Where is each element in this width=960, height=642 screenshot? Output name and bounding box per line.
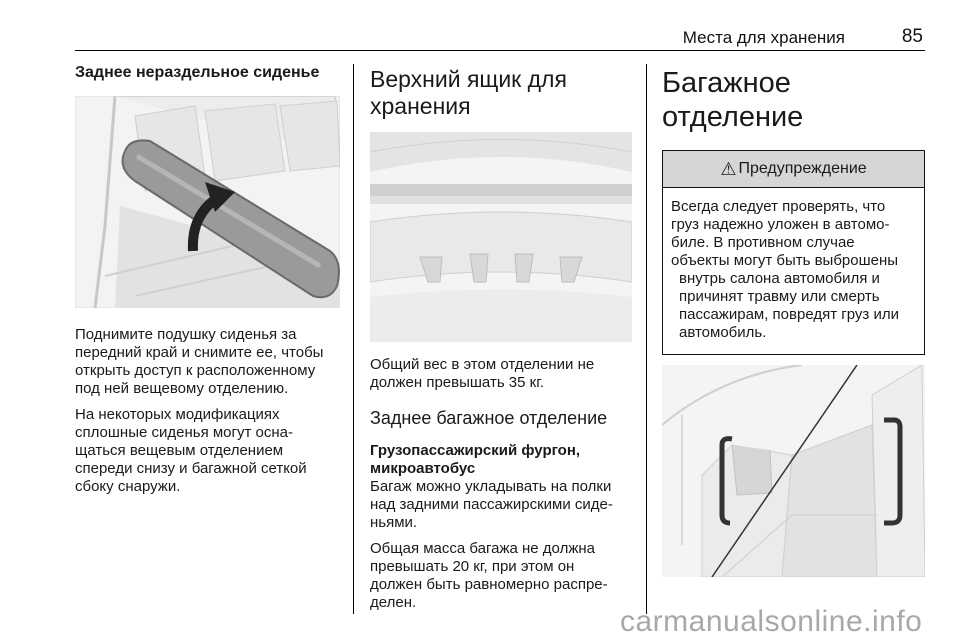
luggage-compartment-heading: Багажное отделение <box>662 67 804 133</box>
overhead-storage-illustration <box>370 132 632 342</box>
watermark: carmanualsonline.info <box>620 605 923 638</box>
section-title: Места для хранения <box>682 28 845 47</box>
upper-storage-text: Общий вес в этом отделении не должен превышать 35 кг. <box>370 356 595 391</box>
rear-luggage-text-1: Багаж можно укладывать на полки над задними пассажирскими сиде- ньями. <box>370 478 613 531</box>
rear-bench-text-2: На некоторых модификациях сплошные сиденья могут осна- щаться вещевым отделением спереди снизу и багажной сеткой сбоку снаружи. <box>75 406 307 495</box>
van-minibus-heading: Грузопассажирский фургон, микроавтобус <box>370 442 581 477</box>
warning-title: Предупреждение <box>738 160 867 177</box>
warning-box <box>662 150 925 355</box>
warning-title-bar <box>663 151 924 188</box>
cargo-area-illustration <box>662 365 925 577</box>
rear-luggage-text-2: Общая масса багажа не должна превышать 20 кг, при этом он должен быть равномерно распре- делен. <box>370 540 608 611</box>
column-divider-1 <box>353 64 354 614</box>
rear-bench-text-1: Поднимите подушку сиденья за передний край и снимите ее, чтобы открыть доступ к расположенному под ней вещевому отделению. <box>75 326 324 397</box>
warning-triangle-icon: ⚠ <box>720 158 737 179</box>
warning-text: Всегда следует проверять, что груз надежно уложен в автомо- биле. В противном случае объекты могут быть выброшены внутрь салона автомобиля и причинят травму или смерть пассажирам, повредят груз или автомобиль. <box>671 198 899 341</box>
page-header <box>75 24 925 51</box>
column-right <box>662 62 925 577</box>
rear-seat-illustration <box>75 96 340 308</box>
page-number: 85 <box>901 26 923 47</box>
rear-luggage-heading: Заднее багажное отделение <box>370 408 608 428</box>
rear-bench-heading: Заднее нераздельное сиденье <box>75 64 320 81</box>
column-divider-2 <box>646 64 647 614</box>
column-middle <box>370 62 632 612</box>
column-left <box>75 62 340 496</box>
upper-storage-heading: Верхний ящик для хранения <box>370 66 567 119</box>
